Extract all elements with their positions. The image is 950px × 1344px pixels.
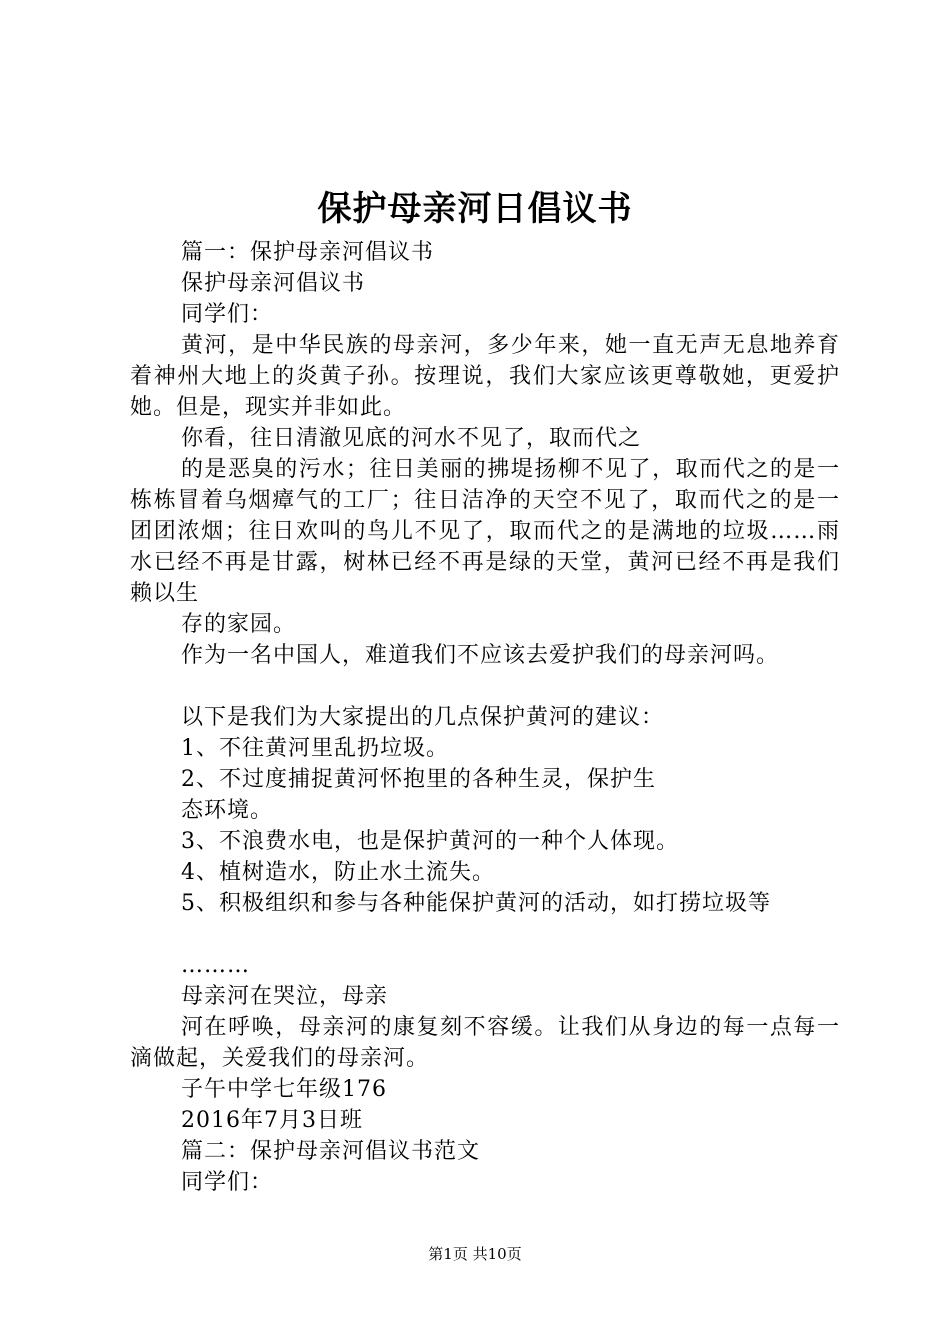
suggestion-item-2-cont: 态环境。 bbox=[181, 798, 274, 823]
signature-date: 2016年7月3日班 bbox=[181, 1108, 363, 1133]
ellipsis: ……… bbox=[181, 953, 250, 978]
suggestion-item-1: 1、不往黄河里乱扔垃圾。 bbox=[181, 736, 449, 761]
signature-school: 子午中学七年级176 bbox=[181, 1077, 387, 1102]
suggestion-intro: 以下是我们为大家提出的几点保护黄河的建议： bbox=[181, 705, 665, 730]
suggestion-item-5: 5、积极组织和参与各种能保护黄河的活动，如打捞垃圾等 bbox=[181, 891, 771, 916]
suggestion-item-4: 4、植树造水，防止水土流失。 bbox=[181, 860, 495, 885]
blank-line bbox=[130, 919, 840, 950]
section-heading-2: 篇二：保护母亲河倡议书范文 bbox=[181, 1139, 481, 1164]
salutation: 同学们： bbox=[181, 302, 274, 327]
paragraph-line: 母亲河在哭泣，母亲 bbox=[181, 984, 389, 1009]
paragraph-3: 河在呼唤，母亲河的康复刻不容缓。让我们从身边的每一点每一滴做起，关爱我们的母亲河。 bbox=[130, 1015, 840, 1071]
document-title: 保护母亲河日倡议书 bbox=[317, 189, 633, 229]
document-body bbox=[130, 237, 840, 1198]
subtitle: 保护母亲河倡议书 bbox=[181, 271, 366, 296]
paragraph-2: 的是恶臭的污水；往日美丽的拂堤扬柳不见了，取而代之的是一栋栋冒着乌烟瘴气的工厂；往日洁净的天空不见了，取而代之的是一团团浓烟；往日欢叫的鸟儿不见了，取而代之的是满地的垃圾……雨水已经不再是甘露，树林已经不再是绿的天堂，黄河已经不再是我们赖以生 bbox=[130, 457, 840, 606]
paragraph-line: 作为一名中国人，难道我们不应该去爱护我们的母亲河吗。 bbox=[181, 643, 780, 668]
page-footer: 第1页 共10页 bbox=[428, 1245, 522, 1263]
suggestion-item-2: 2、不过度捕捉黄河怀抱里的各种生灵，保护生 bbox=[181, 767, 656, 792]
paragraph-line: 你看，往日清澈见底的河水不见了，取而代之 bbox=[181, 426, 642, 451]
suggestion-item-3: 3、不浪费水电，也是保护黄河的一种个人体现。 bbox=[181, 829, 679, 854]
paragraph-1: 黄河，是中华民族的母亲河，多少年来，她一直无声无息地养育着神州大地上的炎黄子孙。按理说，我们大家应该更尊敬她，更爱护她。但是，现实并非如此。 bbox=[130, 333, 840, 420]
paragraph-line: 存的家园。 bbox=[181, 612, 297, 637]
section-heading-1: 篇一：保护母亲河倡议书 bbox=[181, 240, 435, 265]
blank-line bbox=[130, 671, 840, 702]
salutation-2: 同学们： bbox=[181, 1170, 274, 1195]
